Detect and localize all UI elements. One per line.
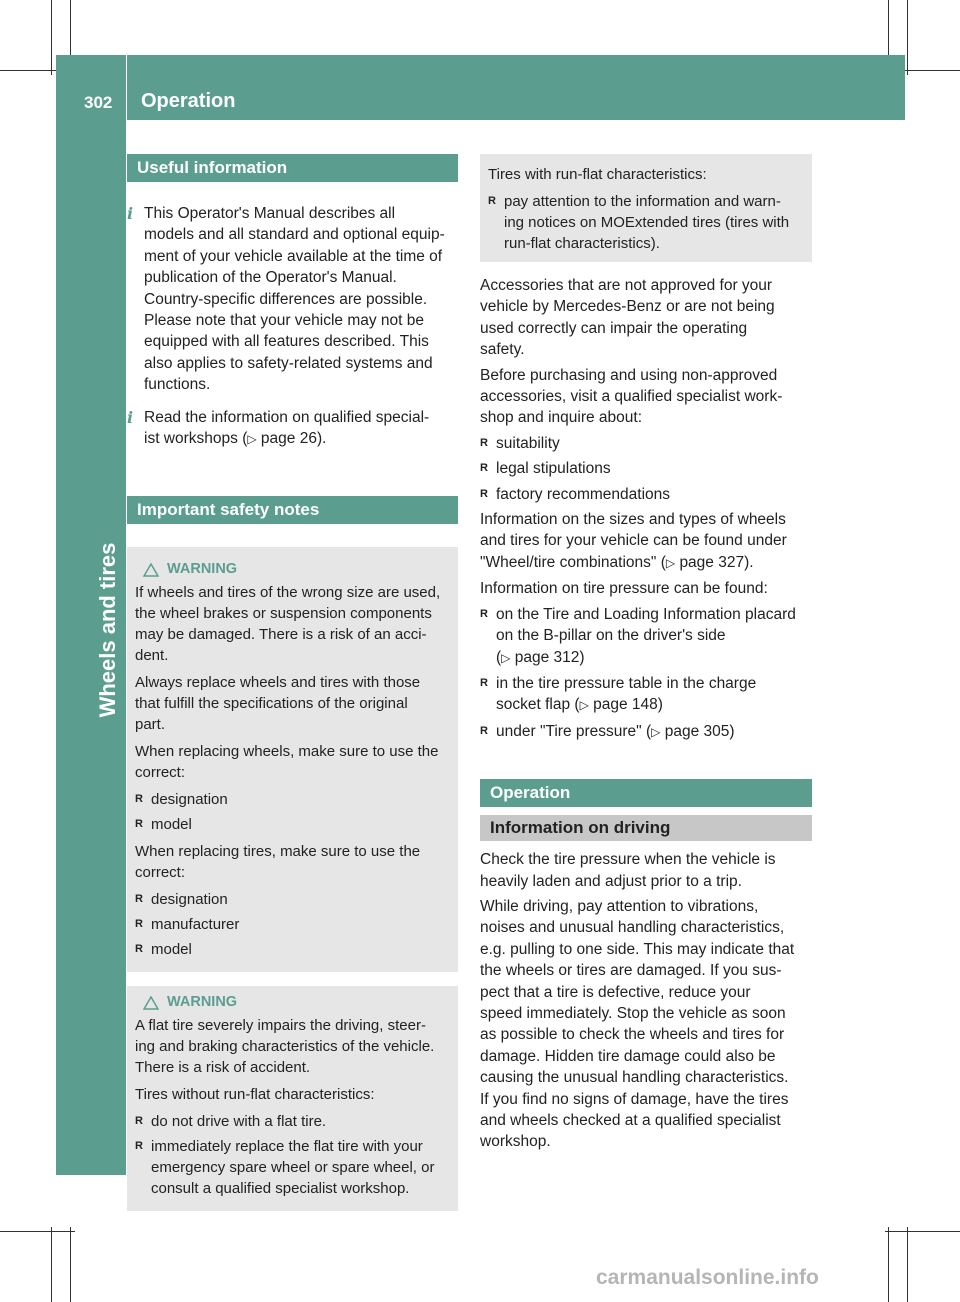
text-line: publication of the Operator's Manual. (144, 269, 397, 287)
crop-mark (888, 1227, 889, 1302)
page-reference-link[interactable]: page 26). (260, 430, 327, 448)
crop-mark (907, 1227, 908, 1302)
text-line: on the Tire and Loading Information placard (496, 605, 796, 623)
text-line: noises and unusual handling characteristics, (480, 919, 785, 937)
watermark: carmanualsonline.info (596, 1266, 819, 1289)
bullet-list (135, 889, 450, 960)
warning-paragraph (135, 741, 450, 783)
bullet-list (480, 604, 812, 743)
list-item: R factory recommendations (480, 484, 812, 505)
text-line: run-flat characteristics). (504, 235, 660, 252)
list-item: R on the Tire and Loading Information placard on the B-pillar on the driver's side (▷ page 312) (480, 604, 812, 669)
page-reference-arrow-icon: ▷ (501, 650, 511, 665)
info-icon: i (127, 407, 134, 427)
warning-box (127, 547, 458, 972)
text-line: and wheels checked at a qualified specialist (480, 1112, 781, 1129)
text-line: causing the unusual handling characteristics. (480, 1069, 789, 1087)
text-line: the wheels or tires are damaged. If you sus- (480, 962, 782, 980)
bullet-list (480, 433, 812, 505)
paragraph (480, 365, 812, 429)
crop-mark (70, 1227, 71, 1302)
warning-triangle-icon (143, 563, 159, 577)
text-line: the wheel brakes or suspension components (135, 605, 432, 623)
text-line: Before purchasing and using non-approved (480, 366, 778, 384)
text-line: part. (135, 716, 166, 734)
page-reference-link[interactable]: page 305) (664, 722, 735, 740)
text-line: as possible to check the wheels and tires for (480, 1026, 785, 1044)
warning-paragraph (135, 1015, 450, 1078)
warning-paragraph (135, 582, 450, 666)
bullet-list (135, 1111, 450, 1199)
list-item (135, 1136, 450, 1199)
warning-label: WARNING (167, 994, 238, 1011)
run-flat-note-box (480, 154, 812, 262)
page-reference-link[interactable]: page 327). (679, 553, 754, 571)
paragraph (480, 896, 812, 1153)
text-line: While driving, pay attention to vibrations, (480, 897, 759, 915)
text-line: in the tire pressure table in the charge (496, 674, 757, 692)
list-item (480, 673, 812, 717)
page-reference-link[interactable]: page 148) (593, 696, 663, 714)
header-divider (126, 55, 127, 120)
warning-paragraph: Tires without run-flat characteristics: (135, 1086, 375, 1104)
warning-title (135, 559, 450, 580)
page-reference-link[interactable]: page 312) (514, 648, 585, 666)
text-line: This Operator's Manual describes all (144, 205, 396, 222)
text-line: functions. (144, 376, 211, 394)
page-number: 302 (84, 93, 113, 112)
text-line: Always replace wheels and tires with those (135, 674, 421, 692)
text-line: correct: (135, 764, 186, 782)
page-reference-arrow-icon: ▷ (651, 724, 661, 739)
list-item (480, 721, 812, 743)
safety-notes-heading: Important safety notes (127, 496, 458, 524)
left-column (127, 154, 458, 1211)
info-text (144, 407, 458, 451)
crop-mark (885, 1231, 960, 1232)
list-item: R suitability (480, 433, 812, 454)
text-line (144, 428, 458, 450)
right-column (480, 154, 812, 1163)
text-line: models and all standard and optional equip- (144, 226, 445, 244)
paragraph (480, 849, 812, 892)
crop-mark (51, 1227, 52, 1302)
bullet-list (135, 789, 450, 835)
text-line: equipped with all features described. This (144, 333, 429, 351)
text-line: When replacing tires, make sure to use the (135, 843, 421, 861)
text-line: A flat tire severely impairs the driving, steer- (135, 1017, 426, 1035)
page-reference-arrow-icon: ▷ (247, 432, 257, 447)
text-line: Accessories that are not approved for your (480, 277, 773, 294)
text-line: ing notices on MOExtended tires (tires with (504, 214, 790, 231)
list-item: R legal stipulations (480, 458, 812, 479)
text-line: damage. Hidden tire damage could also be (480, 1047, 776, 1065)
text-line: immediately replace the flat tire with your (151, 1138, 423, 1156)
info-note (127, 203, 458, 396)
text-line: heavily laden and adjust prior to a trip. (480, 872, 742, 890)
text-line: dent. (135, 647, 169, 665)
warning-label: WARNING (167, 561, 238, 578)
useful-info-heading: Useful information (127, 154, 458, 182)
text-line: ing and braking characteristics of the vehicle. (135, 1038, 435, 1056)
text-line: safety. (480, 341, 525, 359)
text-line: consult a qualified specialist workshop. (151, 1180, 410, 1198)
text-line: ment of your vehicle available at the time of (144, 247, 443, 265)
text-line: workshop. (480, 1133, 551, 1151)
text-line: accessories, visit a qualified specialist work- (480, 388, 783, 406)
paragraph (480, 275, 812, 361)
text-line: e.g. pulling to one side. This may indicate that (480, 940, 795, 958)
bullet-list (488, 191, 804, 254)
list-item (488, 191, 804, 254)
text-line: If you find no signs of damage, have the tires (480, 1090, 789, 1108)
page-reference-arrow-icon: ▷ (665, 555, 676, 570)
crop-mark (0, 1231, 75, 1232)
warning-box (127, 986, 458, 1211)
page-reference-arrow-icon: ▷ (579, 698, 589, 713)
text-line: that fulfill the specifications of the original (135, 695, 408, 713)
text-line: under "Tire pressure" ( (496, 722, 652, 740)
info-icon: i (127, 204, 134, 223)
list-item: R designation (135, 889, 450, 910)
text-line: and tires for your vehicle can be found under (480, 532, 787, 550)
text-line: Please note that your vehicle may not be (144, 312, 425, 330)
text-fragment: ist workshops ( (144, 430, 248, 448)
list-item: R manufacturer (135, 914, 450, 935)
list-item: R designation (135, 789, 450, 810)
list-item: R model (135, 814, 450, 835)
chapter-label: Wheels and tires (95, 542, 120, 718)
text-line: Check the tire pressure when the vehicle is (480, 851, 776, 869)
text-line: vehicle by Mercedes-Benz or are not being (480, 298, 775, 316)
section-title: Operation (141, 90, 236, 112)
text-line: on the B-pillar on the driver's side (496, 627, 726, 645)
text-line: If wheels and tires of the wrong size are used, (135, 584, 441, 602)
list-item: R model (135, 939, 450, 960)
text-line: There is a risk of accident. (135, 1059, 311, 1077)
text-line: Country-specific differences are possible. (144, 290, 428, 308)
info-text (144, 203, 458, 396)
text-line: "Wheel/tire combinations" ( (480, 553, 666, 571)
text-line: pay attention to the information and warn- (504, 193, 781, 210)
warning-paragraph (135, 672, 450, 735)
box-intro: Tires with run-flat characteristics: (488, 166, 707, 183)
driving-heading: Information on driving (480, 815, 812, 841)
text-line: shop and inquire about: (480, 409, 643, 427)
warning-triangle-icon (143, 996, 159, 1010)
text-line: pect that a tire is defective, reduce your (480, 983, 751, 1001)
info-note (127, 407, 458, 451)
crop-mark (51, 0, 52, 75)
text-line: Information on the sizes and types of wheels (480, 511, 786, 529)
text-line: used correctly can impair the operating (480, 319, 748, 337)
text-line: also applies to safety-related systems and (144, 354, 433, 372)
paragraph (480, 509, 812, 574)
text-line: emergency spare wheel or spare wheel, or (151, 1159, 435, 1177)
crop-mark (907, 0, 908, 75)
text-line: may be damaged. There is a risk of an acci- (135, 626, 427, 644)
text-line: speed immediately. Stop the vehicle as soon (480, 1004, 786, 1022)
text-line: correct: (135, 864, 186, 882)
text-line: socket flap ( (496, 696, 580, 714)
warning-paragraph (135, 841, 450, 883)
warning-title (135, 992, 450, 1013)
text-line: When replacing wheels, make sure to use the (135, 743, 439, 761)
text-line: Read the information on qualified special- (144, 408, 430, 426)
list-item: R do not drive with a flat tire. (135, 1111, 450, 1132)
operation-heading: Operation (480, 779, 812, 807)
paragraph: Information on tire pressure can be found: (480, 580, 768, 598)
